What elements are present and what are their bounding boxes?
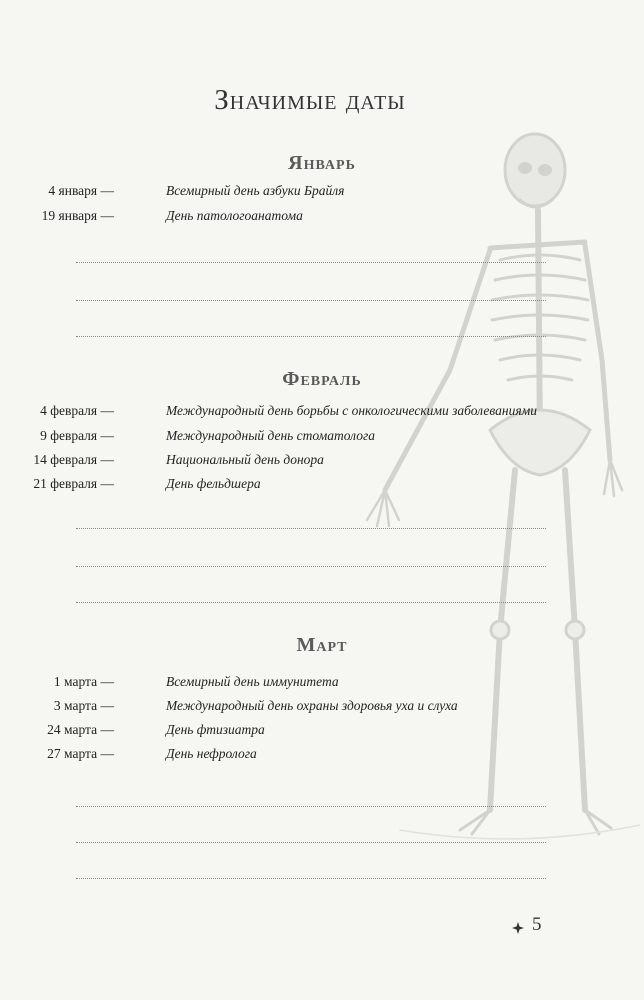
date-label: 9 февраля — [40,428,114,443]
note-line [76,806,546,807]
date-label: 19 января — [41,208,114,223]
event-label: Международный день стоматолога [166,428,375,443]
event-label: День нефролога [166,746,257,761]
date-label: 3 марта — [53,698,114,713]
event-label: День патологоанатома [166,208,303,223]
note-line [76,878,546,879]
event-label: Национальный день донора [166,452,324,467]
event-label: День фтизиатра [166,722,265,737]
note-line [76,566,546,567]
date-row [0,205,600,227]
event-label: Международный день охраны здоровья уха и слуха [166,698,458,713]
page-title: Значимые даты [214,84,406,116]
note-line [76,602,546,603]
note-line [76,528,546,529]
date-row [0,400,600,422]
event-label: Всемирный день иммунитета [166,674,339,689]
date-row [0,180,600,202]
date-row [0,743,600,765]
date-label: 27 марта — [47,746,114,761]
month-heading-february: Февраль [282,368,362,390]
note-line [76,842,546,843]
date-label: 24 марта — [47,722,114,737]
date-label: 1 марта — [53,674,114,689]
fleuron-icon [512,922,524,934]
month-heading-march: Март [296,634,348,656]
note-line [76,262,546,263]
date-label: 21 февраля — [33,476,114,491]
note-line [76,336,546,337]
event-label: Всемирный день азбуки Брайля [166,183,345,198]
date-row [0,425,600,447]
date-row [0,449,600,471]
date-label: 4 января — [48,183,114,198]
date-row [0,671,600,693]
date-row [0,695,600,717]
event-label: Международный день борьбы с онкологическими заболеваниями [166,403,537,418]
date-label: 14 февраля — [33,452,114,467]
page-number: 5 [532,914,542,935]
date-label: 4 февраля — [40,403,114,418]
event-label: День фельдшера [166,476,261,491]
date-row [0,473,600,495]
date-row [0,719,600,741]
note-line [76,300,546,301]
month-heading-january: Январь [288,152,356,174]
